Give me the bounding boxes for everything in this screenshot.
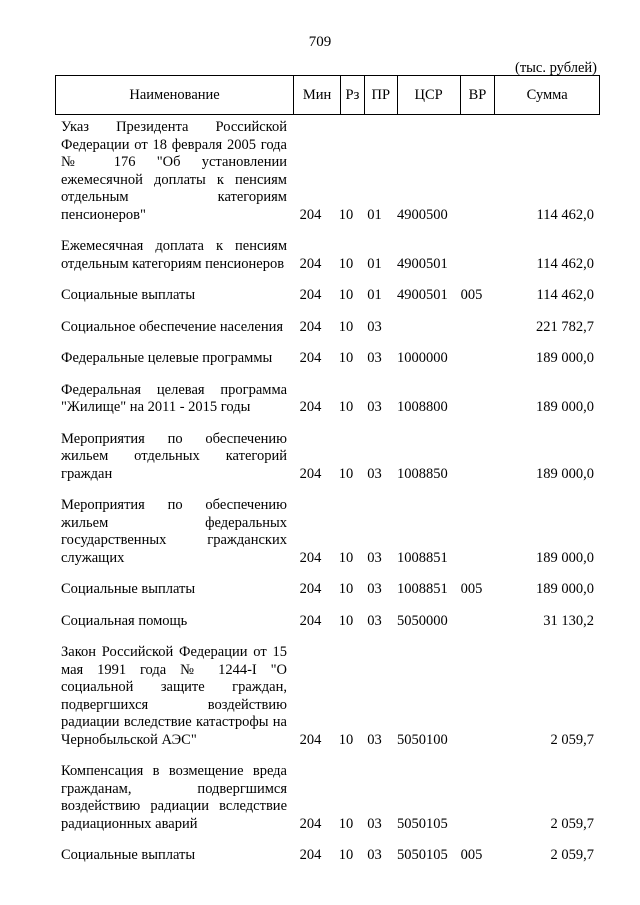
row-pr: 03 xyxy=(367,847,382,863)
row-rz: 10 xyxy=(338,287,354,303)
row-name: Мероприятия по обеспечению жильем федеральных государственных гражданских служащих xyxy=(61,497,287,566)
row-name: Социальные выплаты xyxy=(61,287,196,303)
table-row xyxy=(55,644,600,749)
row-sum: 2 059,7 xyxy=(550,731,594,748)
row-csr: 5050000 xyxy=(397,612,448,629)
row-sum: 221 782,7 xyxy=(536,318,594,335)
row-csr: 1008851 xyxy=(397,581,448,597)
row-sum: 114 462,0 xyxy=(536,287,594,303)
row-rz: 10 xyxy=(338,399,354,415)
row-min: 204 xyxy=(299,350,322,366)
table-row xyxy=(55,287,600,305)
row-pr: 01 xyxy=(367,287,382,303)
row-csr: 1008800 xyxy=(397,399,448,415)
row-csr: 4900501 xyxy=(397,287,448,303)
row-name: Указ Президента Российской Федерации от 18 февраля 2005 года № 176 "Об установлении ежемесячной доплаты к пенсиям отдельным категориям пенсионеров" xyxy=(61,119,287,223)
header-vr: ВР xyxy=(460,76,495,114)
row-name: Компенсация в возмещение вреда гражданам, подвергшимся воздействию радиации вследствие радиационных аварий xyxy=(61,763,287,832)
table-row xyxy=(55,238,600,273)
row-pr: 01 xyxy=(367,255,382,272)
row-pr: 03 xyxy=(367,318,382,335)
table-header xyxy=(55,75,600,115)
row-rz: 10 xyxy=(338,612,354,629)
table-row xyxy=(55,763,600,833)
header-name: Наименование xyxy=(129,86,220,103)
row-rz: 10 xyxy=(338,847,354,863)
header-csr: ЦСР xyxy=(397,76,460,114)
table-row xyxy=(55,497,600,567)
table-body xyxy=(55,119,600,879)
row-name: Закон Российской Федерации от 15 мая 1991 года № 1244-I "О социальной защите граждан, подвергшихся воздействию радиации вследствие катастрофы на Чернобыльской АЭС" xyxy=(61,644,287,748)
table-row xyxy=(55,581,600,599)
row-min: 204 xyxy=(299,255,322,272)
table-row xyxy=(55,350,600,368)
header-pr: ПР xyxy=(364,76,397,114)
row-vr: 005 xyxy=(460,581,483,597)
row-pr: 03 xyxy=(367,815,382,832)
row-rz: 10 xyxy=(338,318,354,335)
row-sum: 31 130,2 xyxy=(543,612,594,629)
row-vr: 005 xyxy=(460,847,483,863)
row-csr: 5050100 xyxy=(397,731,448,748)
row-name: Федеральные целевые программы xyxy=(61,350,273,366)
row-name: Федеральная целевая программа "Жилище" на 2011 - 2015 годы xyxy=(61,381,287,415)
table-row xyxy=(55,613,600,631)
row-name: Социальное обеспечение населения xyxy=(61,318,284,335)
row-rz: 10 xyxy=(338,731,354,748)
header-min: Мин xyxy=(293,76,340,114)
row-min: 204 xyxy=(299,581,322,597)
row-sum: 189 000,0 xyxy=(536,399,594,415)
row-csr: 1008850 xyxy=(397,465,448,482)
row-sum: 189 000,0 xyxy=(536,465,594,482)
row-sum: 189 000,0 xyxy=(536,549,594,566)
row-min: 204 xyxy=(299,318,322,335)
row-csr: 1000000 xyxy=(397,350,448,366)
row-sum: 189 000,0 xyxy=(536,350,594,366)
row-sum: 2 059,7 xyxy=(550,815,594,832)
row-pr: 03 xyxy=(367,350,382,366)
row-name: Социальные выплаты xyxy=(61,847,196,863)
row-sum: 2 059,7 xyxy=(550,847,594,863)
row-rz: 10 xyxy=(338,255,354,272)
row-name: Социальная помощь xyxy=(61,612,188,629)
row-csr: 4900501 xyxy=(397,255,448,272)
row-csr: 5050105 xyxy=(397,847,448,863)
row-pr: 03 xyxy=(367,465,382,482)
row-csr: 1008851 xyxy=(397,549,448,566)
row-sum: 189 000,0 xyxy=(536,581,594,597)
row-min: 204 xyxy=(299,731,322,748)
row-min: 204 xyxy=(299,465,322,482)
row-pr: 03 xyxy=(367,399,382,415)
row-pr: 01 xyxy=(367,206,382,223)
row-min: 204 xyxy=(299,815,322,832)
row-rz: 10 xyxy=(338,350,354,366)
table-row xyxy=(55,319,600,337)
header-sum: Сумма xyxy=(494,76,599,114)
row-vr: 005 xyxy=(460,287,483,303)
row-csr: 5050105 xyxy=(397,815,448,832)
row-rz: 10 xyxy=(338,581,354,597)
page-number: 709 xyxy=(308,34,332,50)
table-row xyxy=(55,431,600,484)
row-pr: 03 xyxy=(367,731,382,748)
row-name: Ежемесячная доплата к пенсиям отдельным категориям пенсионеров xyxy=(61,238,287,272)
row-min: 204 xyxy=(299,549,322,566)
table-row xyxy=(55,382,600,417)
row-rz: 10 xyxy=(338,465,354,482)
table-row xyxy=(55,119,600,224)
row-pr: 03 xyxy=(367,549,382,566)
row-name: Мероприятия по обеспечению жильем отдельных категорий граждан xyxy=(61,430,287,482)
row-sum: 114 462,0 xyxy=(536,206,594,223)
row-min: 204 xyxy=(299,399,322,415)
row-min: 204 xyxy=(299,287,322,303)
row-min: 204 xyxy=(299,612,322,629)
row-rz: 10 xyxy=(338,815,354,832)
table-row xyxy=(55,847,600,865)
row-csr: 4900500 xyxy=(397,206,448,223)
row-min: 204 xyxy=(299,206,322,223)
row-min: 204 xyxy=(299,847,322,863)
row-rz: 10 xyxy=(338,549,354,566)
header-rz: Рз xyxy=(340,76,364,114)
row-pr: 03 xyxy=(367,612,382,629)
units-label: (тыс. рублей) xyxy=(515,60,597,76)
row-pr: 03 xyxy=(367,581,382,597)
row-rz: 10 xyxy=(338,206,354,223)
row-sum: 114 462,0 xyxy=(536,255,594,272)
row-name: Социальные выплаты xyxy=(61,581,196,597)
